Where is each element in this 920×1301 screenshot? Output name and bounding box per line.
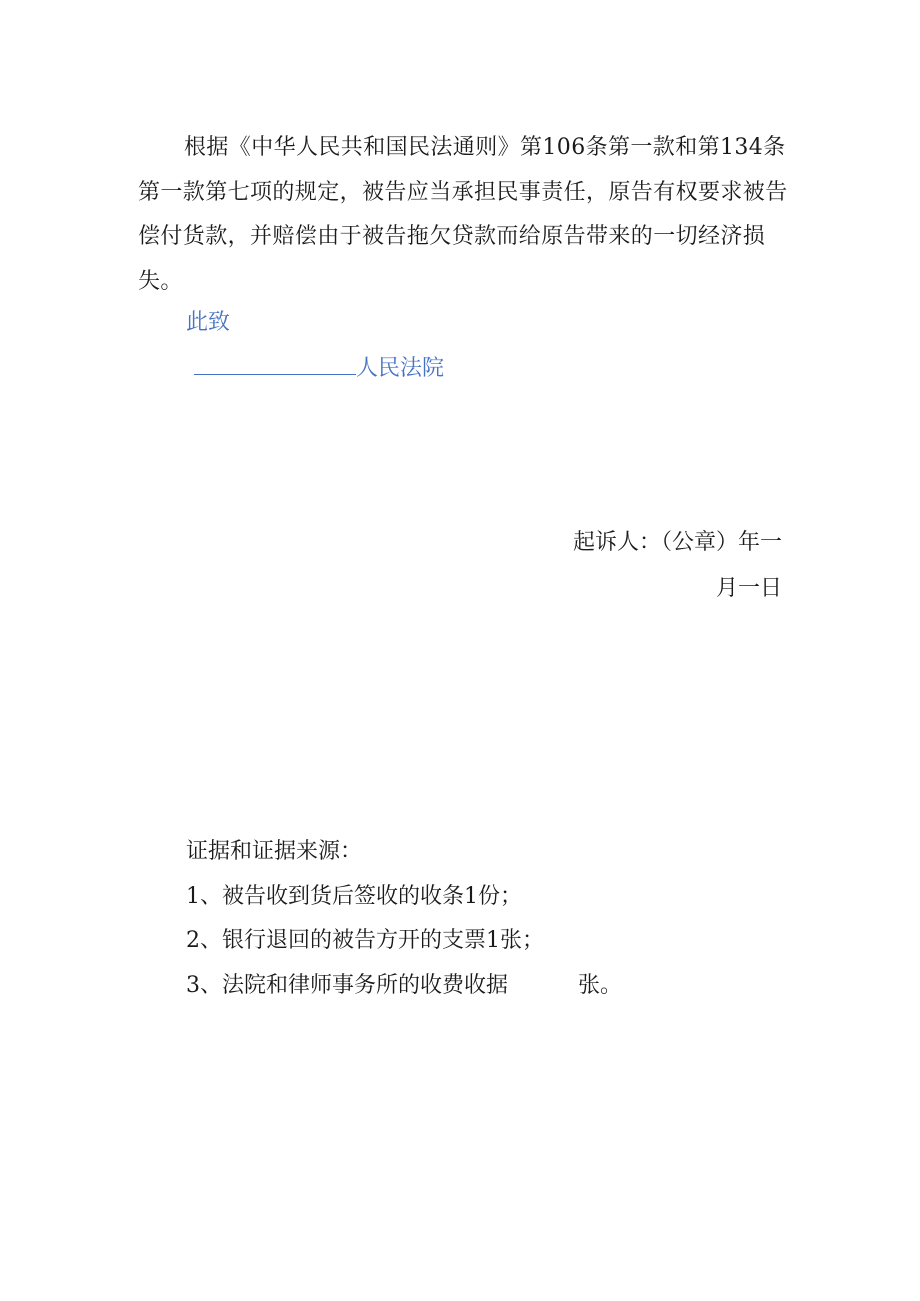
closing-salutation: 此致: [186, 310, 231, 335]
signature-line-2: 月一日: [715, 576, 782, 601]
evidence-item-3-suffix: 张。: [578, 972, 623, 998]
signature-block: [573, 520, 782, 612]
body-paragraph: [138, 126, 788, 304]
body-paragraph-text: 根据《中华人民共和国民法通则》第106条第一款和第134条第一款第七项的规定，被告应当承担民事责任，原告有权要求被告偿付货款，并赔偿由于被告拖欠贷款而给原告带来的一切经济损失。: [138, 135, 788, 294]
evidence-item-3: [186, 964, 622, 1009]
evidence-item-2: 2、银行退回的被告方开的支票1张；: [186, 928, 544, 953]
evidence-item-3-prefix: 3、法院和律师事务所的收费收据: [186, 972, 508, 998]
court-addressee: [194, 352, 444, 386]
signature-line-1: 起诉人：（公章）年一: [572, 530, 782, 555]
evidence-item-1: 1、被告收到货后签收的收条1份；: [186, 883, 522, 909]
court-name-blank: [194, 352, 356, 375]
evidence-heading: 证据和证据来源：: [186, 839, 363, 864]
evidence-section: [186, 830, 622, 1008]
court-suffix: 人民法院: [356, 356, 445, 381]
